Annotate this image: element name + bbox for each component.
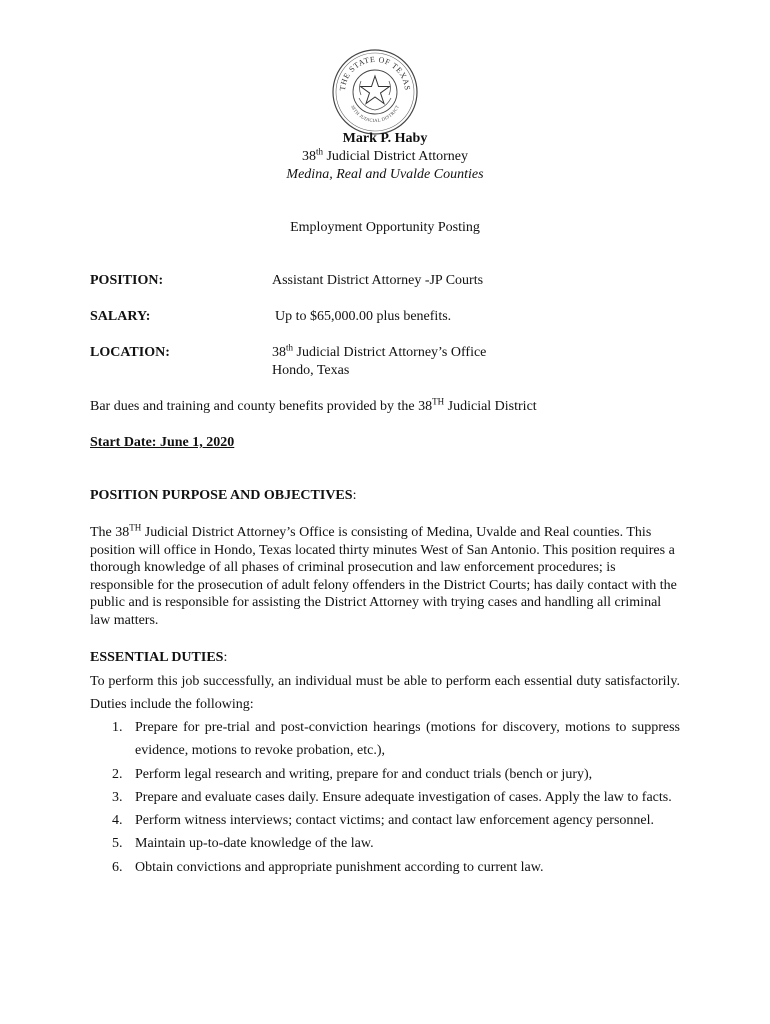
list-item-text: Prepare and evaluate cases daily. Ensure adequate investigation of cases. Apply the law to facts. xyxy=(135,789,672,805)
list-item xyxy=(90,716,680,763)
state-seal-logo xyxy=(331,48,419,136)
list-item-text: Perform legal research and writing, prepare for and conduct trials (bench or jury), xyxy=(135,766,593,782)
list-item xyxy=(90,809,680,832)
list-item-text: Perform witness interviews; contact victims; and contact law enforcement agency personnel. xyxy=(135,813,654,829)
list-item-number: 4. xyxy=(112,813,123,829)
seal-ring-text-bottom: 38TH JUDICIAL DISTRICT xyxy=(350,104,400,124)
list-item xyxy=(90,856,680,879)
title-ordinal: th xyxy=(315,146,323,157)
attorney-name: Mark P. Haby xyxy=(342,131,428,146)
seal-ring-text-top: THE STATE OF TEXAS xyxy=(337,54,413,92)
location-city: Hondo, Texas xyxy=(272,363,350,378)
benefits-text: Bar dues and training and county benefits provided by the 38 xyxy=(90,399,433,414)
benefits-text-end: Judicial District xyxy=(444,399,537,414)
duties-heading-colon: : xyxy=(223,650,228,665)
location-number: 38 xyxy=(272,345,286,360)
attorney-title xyxy=(0,146,770,165)
salary-label: SALARY: xyxy=(90,309,151,324)
list-item-number: 2. xyxy=(112,766,123,782)
benefits-line xyxy=(90,396,537,415)
purpose-heading-colon: : xyxy=(352,488,357,503)
list-item-number: 5. xyxy=(112,836,123,852)
list-item-text: Maintain up-to-date knowledge of the law. xyxy=(135,836,374,852)
title-number: 38 xyxy=(301,149,316,164)
purpose-para-text: Judicial District Attorney’s Office is consisting of Medina, Uvalde and Real counties. This position will office in Hondo, Texas located thirty minutes West of San Antonio. This position requires a thorough knowledge of all phases of criminal prosecution and law enforcement procedures; is responsible for the prosecution of adult felony offenders in the District Courts; has daily contact with the public and is responsible for assisting the District Attorney with trying cases and handling all criminal law matters. xyxy=(90,525,677,628)
list-item xyxy=(90,763,680,786)
counties-line: Medina, Real and Uvalde Counties xyxy=(286,167,484,182)
svg-text:THE STATE OF TEXAS xyxy=(338,55,412,91)
purpose-para-ordinal: TH xyxy=(129,522,142,533)
purpose-para-start: The 38 xyxy=(90,525,130,540)
location-label: LOCATION: xyxy=(90,345,170,360)
list-item xyxy=(90,786,680,809)
duties-intro: To perform this job successfully, an individual must be able to perform each essential duty satisfactorily. Duties include the following: xyxy=(90,674,680,713)
position-label: POSITION: xyxy=(90,273,164,288)
list-item-text: Obtain convictions and appropriate punishment according to current law. xyxy=(135,859,544,875)
location-office: Judicial District Attorney’s Office xyxy=(293,345,487,360)
list-item-number: 1. xyxy=(112,720,123,735)
position-value: Assistant District Attorney -JP Courts xyxy=(272,273,484,288)
purpose-heading-text: POSITION PURPOSE AND OBJECTIVES xyxy=(90,488,353,503)
list-item xyxy=(90,832,680,855)
location-ordinal: th xyxy=(286,342,294,353)
list-item-number: 6. xyxy=(112,859,123,875)
purpose-heading xyxy=(90,488,356,504)
location-value xyxy=(272,342,487,361)
duties-heading xyxy=(90,650,227,666)
posting-title: Employment Opportunity Posting xyxy=(290,220,480,235)
duties-heading-text: ESSENTIAL DUTIES xyxy=(90,650,224,665)
salary-value: Up to $65,000.00 plus benefits. xyxy=(275,309,452,324)
title-text: Judicial District Attorney xyxy=(322,149,469,164)
benefits-ordinal: TH xyxy=(432,396,445,407)
purpose-paragraph xyxy=(90,524,680,630)
list-item-number: 3. xyxy=(112,789,123,805)
list-item-text: Prepare for pre-trial and post-conviction hearings (motions for discovery, motions to suppress evidence, motions to revoke probation, etc.), xyxy=(135,720,680,759)
start-date: Start Date: June 1, 2020 xyxy=(90,435,235,450)
duties-list xyxy=(90,716,680,879)
